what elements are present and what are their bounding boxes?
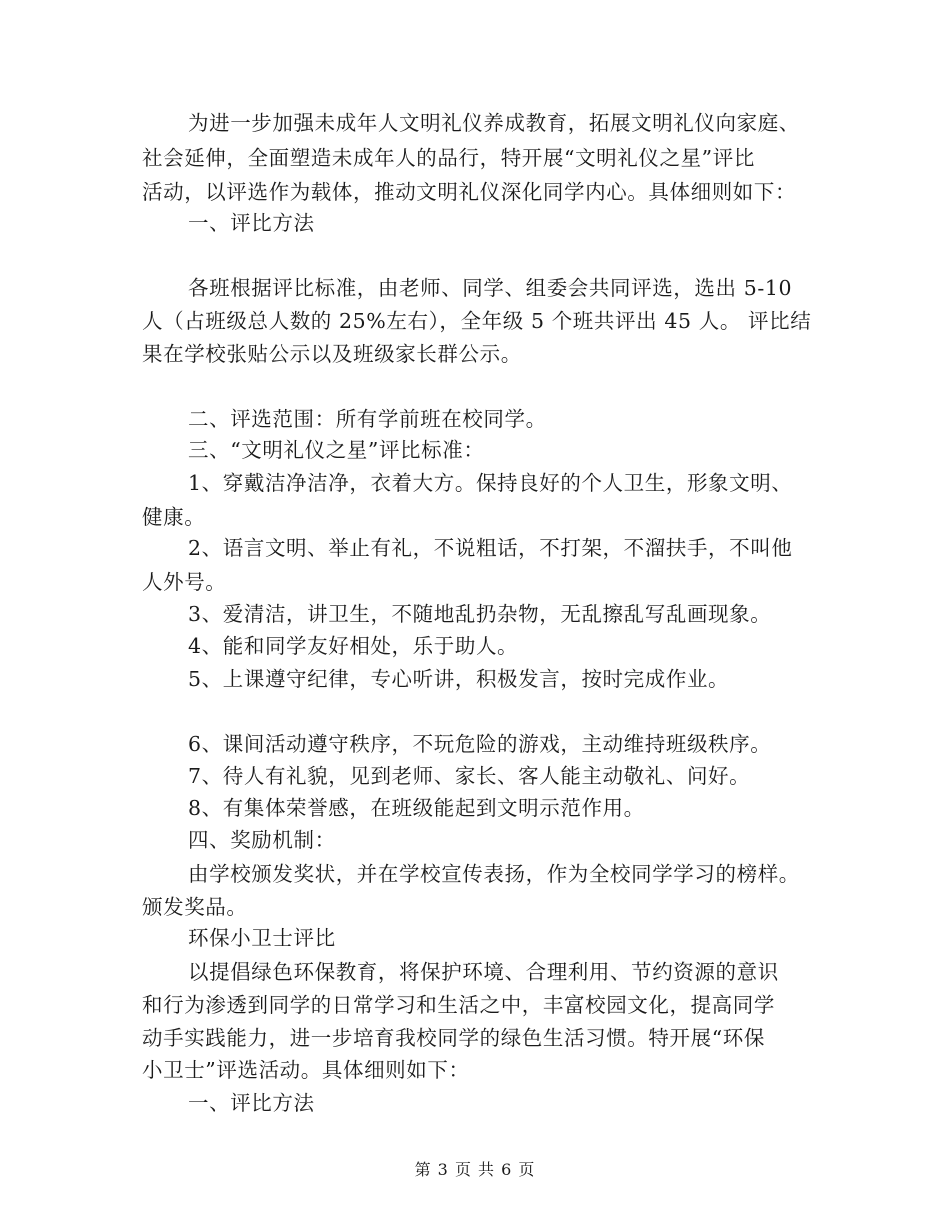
paragraph-line: 为进一步加强未成年人文明礼仪养成教育，拓展文明礼仪向家庭、 bbox=[188, 111, 800, 135]
paragraph-line: 果在学校张贴公示以及班级家长群公示。 bbox=[142, 342, 522, 366]
list-item-line: 健康。 bbox=[142, 505, 206, 529]
paragraph-line: 以提倡绿色环保教育，将保护环境、合理利用、节约资源的意识 bbox=[188, 960, 779, 984]
paragraph-line: 由学校颁发奖状，并在学校宣传表扬，作为全校同学学习的榜样。 bbox=[188, 862, 800, 886]
paragraph-line: 动手实践能力，进一步培育我校同学的绿色生活习惯。特开展“环保 bbox=[142, 1026, 765, 1050]
section-heading: 一、评比方法 bbox=[188, 211, 315, 235]
section-heading: 三、“文明礼仪之星”评比标准： bbox=[188, 438, 485, 462]
paragraph-line: 社会延伸，全面塑造未成年人的品行，特开展“文明礼仪之星”评比 bbox=[142, 146, 755, 170]
list-item-line: 6、课间活动遵守秩序，不玩危险的游戏，主动维持班级秩序。 bbox=[188, 732, 772, 756]
list-item-line: 4、能和同学友好相处，乐于助人。 bbox=[188, 634, 519, 658]
page-number-footer: 第 3 页 共 6 页 bbox=[414, 1160, 536, 1179]
paragraph-line: 人（占班级总人数的 25%左右），全年级 5 个班共评出 45 人。 评比结 bbox=[142, 309, 812, 333]
section-heading: 二、评选范围：所有学前班在校同学。 bbox=[188, 407, 547, 431]
paragraph-line: 颁发奖品。 bbox=[142, 895, 248, 919]
section-heading: 四、奖励机制： bbox=[188, 828, 336, 852]
section-heading: 一、评比方法 bbox=[188, 1091, 315, 1115]
list-item-line: 3、爱清洁，讲卫生，不随地乱扔杂物，无乱擦乱写乱画现象。 bbox=[188, 602, 772, 626]
paragraph-line: 活动，以评选作为载体，推动文明礼仪深化同学内心。具体细则如下： bbox=[142, 180, 797, 204]
list-item-line: 人外号。 bbox=[142, 570, 227, 594]
paragraph-line: 各班根据评比标准，由老师、同学、组委会共同评选，选出 5-10 bbox=[188, 276, 793, 300]
list-item-line: 8、有集体荣誉感，在班级能起到文明示范作用。 bbox=[188, 796, 645, 820]
list-item-line: 5、上课遵守纪律，专心听讲，积极发言，按时完成作业。 bbox=[188, 667, 730, 691]
paragraph-line: 和行为渗透到同学的日常学习和生活之中，丰富校园文化，提高同学 bbox=[142, 993, 775, 1017]
list-item-line: 7、待人有礼貌，见到老师、家长、客人能主动敬礼、问好。 bbox=[188, 764, 751, 788]
section-title: 环保小卫士评比 bbox=[188, 926, 336, 950]
list-item-line: 1、穿戴洁净洁净，衣着大方。保持良好的个人卫生，形象文明、 bbox=[188, 471, 793, 495]
paragraph-line: 小卫士”评选活动。具体细则如下： bbox=[142, 1058, 470, 1082]
list-item-line: 2、语言文明、举止有礼，不说粗话，不打架，不溜扶手，不叫他 bbox=[188, 536, 793, 560]
